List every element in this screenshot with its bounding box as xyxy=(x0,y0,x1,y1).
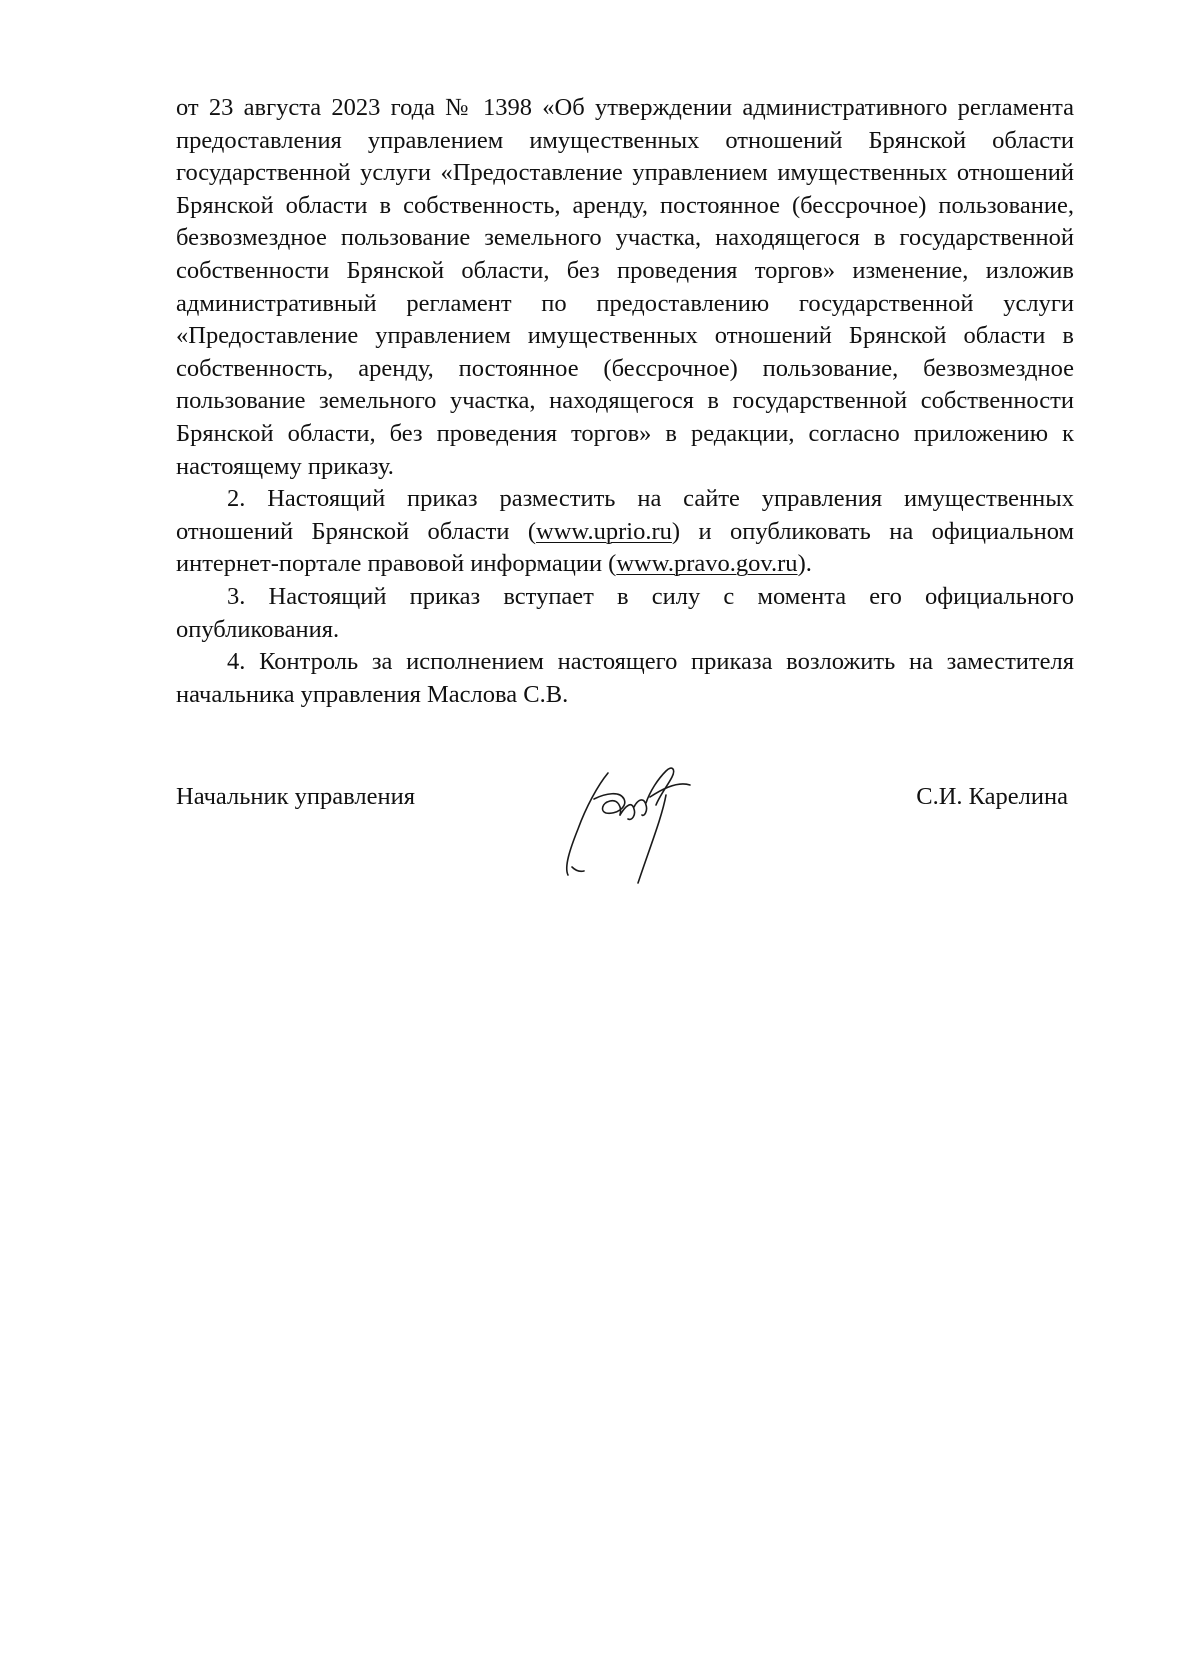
paragraph-continuation: от 23 августа 2023 года № 1398 «Об утверждении административного регламента предоставления управлением имущественных отношений Брянской области государственной услуги «Предоставление управлением имущественных отношений Брянской области в собственность, аренду, постоянное (бессрочное) пользование, безвозмездное пользование земельного участка, находящегося в государственной собственности Брянской области, без проведения торгов» изменение, изложив административный регламент по предоставлению государственной услуги «Предоставление управлением имущественных отношений Брянской области в собственность, аренду, постоянное (бессрочное) пользование, безвозмездное пользование земельного участка, находящегося в государственной собственности Брянской области, без проведения торгов» в редакции, согласно приложению к настоящему приказу. xyxy=(176,94,1074,480)
paragraph-item-4: 4. Контроль за исполнением настоящего приказа возложить на заместителя начальника управления Маслова С.В. xyxy=(176,648,1074,708)
paragraph-item-2 xyxy=(176,483,1074,581)
signature-block xyxy=(176,775,1074,915)
signer-title: Начальник управления xyxy=(176,783,415,810)
link-pravo[interactable]: www.pravo.gov.ru xyxy=(616,550,798,578)
paragraph-item-2-text-start: 2. Настоящий приказ разместить на сайте управления имущественных отношений Брянской области ( xyxy=(176,485,1074,545)
signer-name: С.И. Карелина xyxy=(916,783,1068,810)
paragraph-item-2-text-middle: ) и опубликовать на официальном интернет-портале правовой информации ( xyxy=(176,517,1075,578)
document-body xyxy=(176,92,1074,711)
link-uprio[interactable]: www.uprio.ru xyxy=(536,517,672,545)
paragraph-item-2-text-end: ). xyxy=(797,550,812,578)
paragraph-item-3: 3. Настоящий приказ вступает в силу с момента его официального опубликования. xyxy=(176,582,1074,643)
handwritten-signature xyxy=(546,745,716,895)
